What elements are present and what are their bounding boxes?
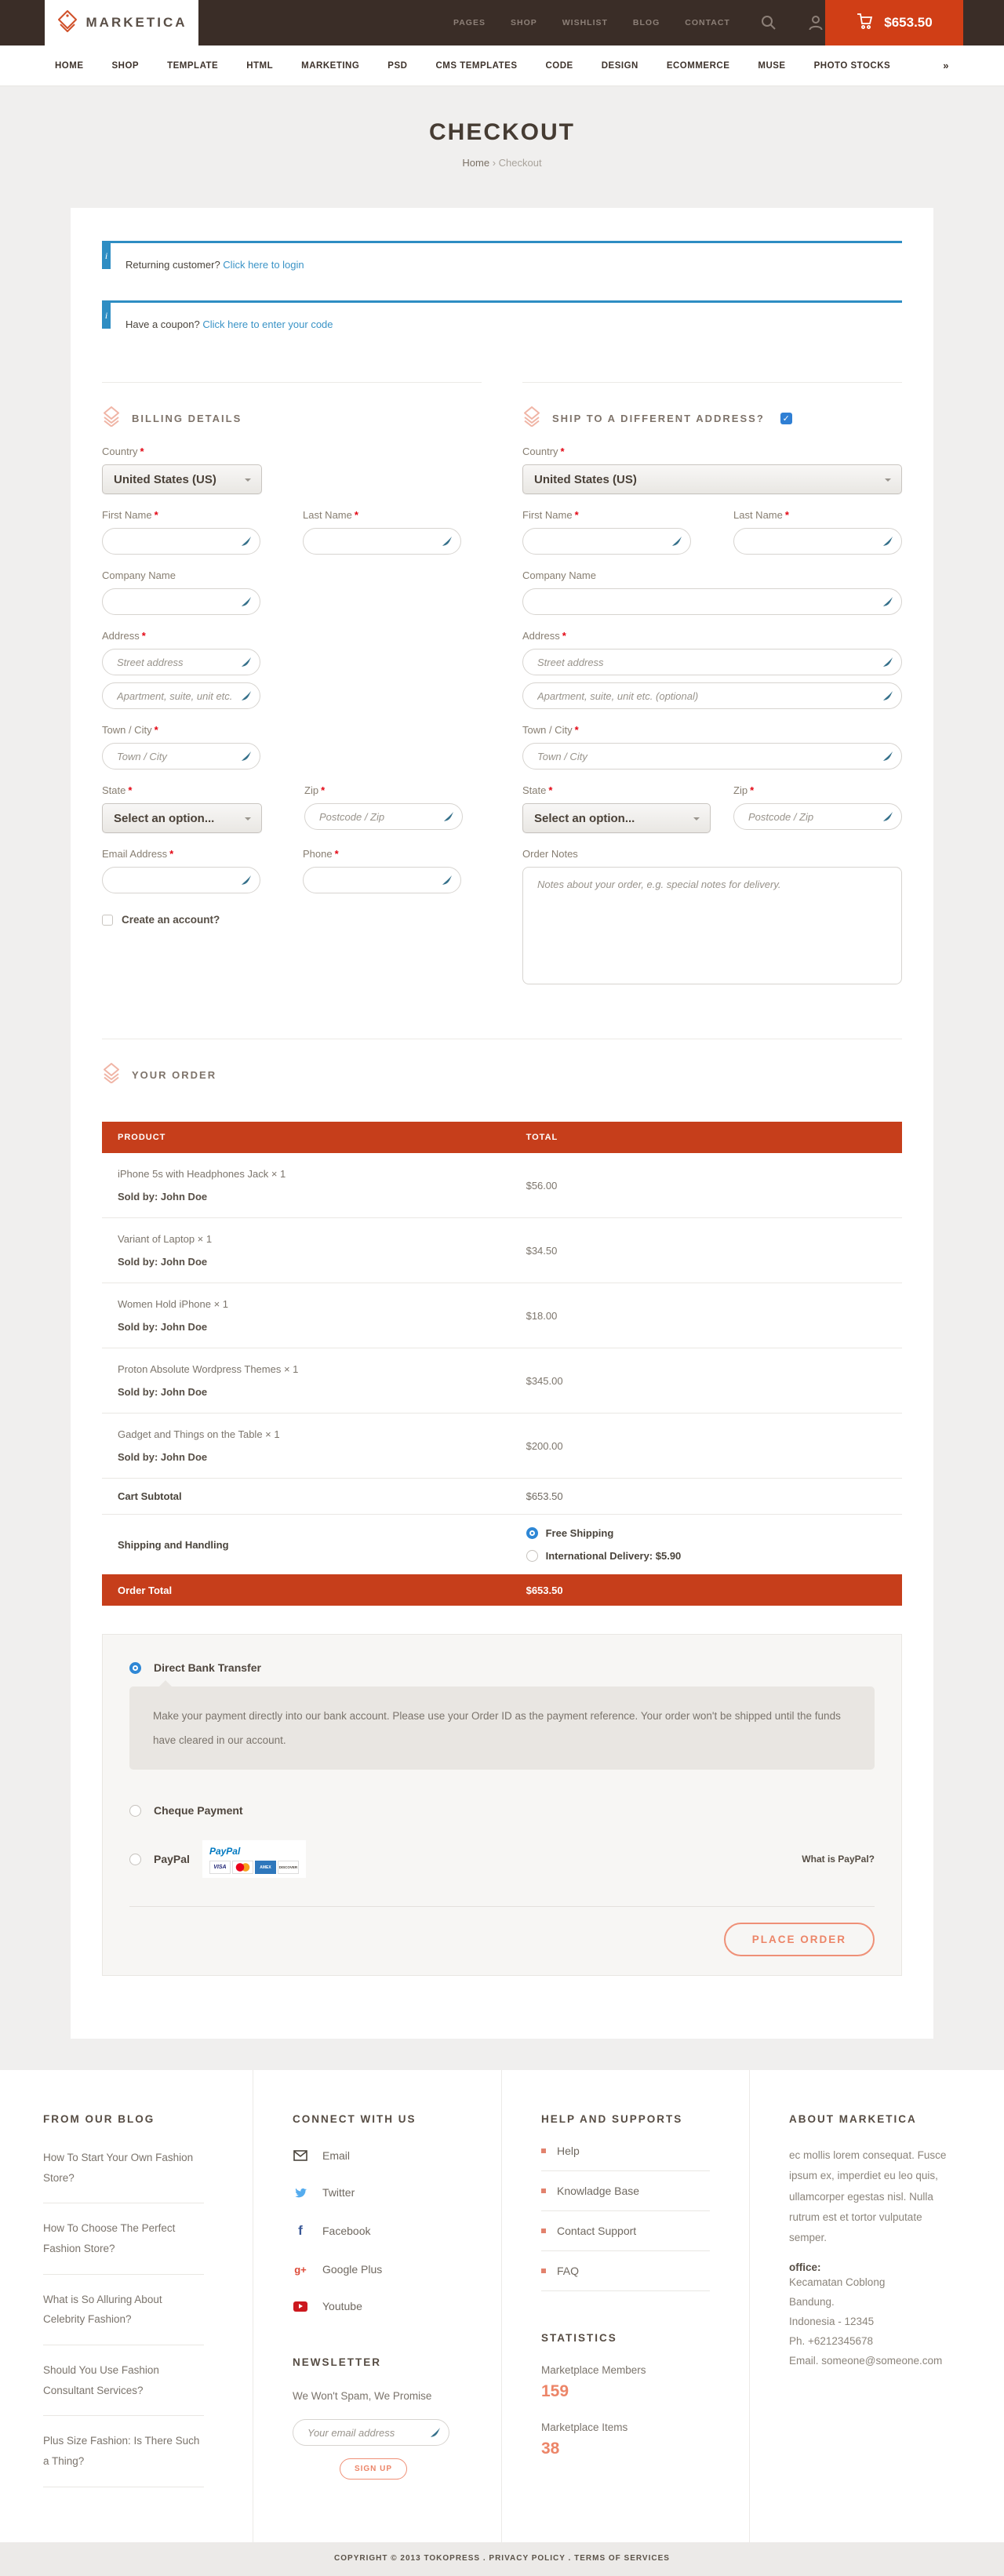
breadcrumb: [0, 157, 1004, 169]
product-seller: Sold by: John Doe: [118, 1256, 208, 1268]
knowledge-base-link[interactable]: Knowladge Base: [541, 2171, 710, 2211]
billing-town-field: [102, 724, 482, 770]
nav-marketing[interactable]: MARKETING: [301, 60, 360, 71]
product-total: $200.00: [526, 1439, 563, 1452]
billing-street-input[interactable]: [102, 649, 260, 675]
bullet-square-icon: [541, 2148, 546, 2153]
required-mark: *: [784, 509, 789, 521]
company-label: Company Name: [102, 569, 176, 581]
edit-pen-icon: [671, 536, 682, 551]
order-row: [102, 1218, 902, 1283]
shipping-country-select[interactable]: [522, 464, 902, 494]
cheque-payment-label: Cheque Payment: [154, 1804, 243, 1817]
billing-zip-input[interactable]: [304, 803, 463, 830]
company-label: Company Name: [522, 569, 596, 581]
order-notes-label: Order Notes: [522, 848, 578, 860]
billing-address-field: [102, 630, 482, 709]
billing-details-section: [102, 382, 482, 988]
required-mark: *: [128, 784, 133, 796]
billing-state-value: Select an option...: [114, 811, 215, 825]
nav-home[interactable]: HOME: [55, 60, 84, 71]
bullet-square-icon: [541, 2189, 546, 2193]
nav-design[interactable]: DESIGN: [601, 60, 638, 71]
shipping-state-select[interactable]: [522, 803, 711, 833]
nav-cms-templates[interactable]: CMS TEMPLATES: [435, 60, 518, 71]
blog-link[interactable]: What is So Alluring About Celebrity Fashion?: [43, 2275, 204, 2345]
top-nav-shop[interactable]: SHOP: [510, 18, 537, 27]
bullet-square-icon: [541, 2269, 546, 2273]
required-mark: *: [154, 509, 158, 521]
nav-muse[interactable]: MUSE: [758, 60, 786, 71]
newsletter-heading: NEWSLETTER: [293, 2356, 381, 2369]
town-label: Town / City: [522, 724, 573, 736]
town-label: Town / City: [102, 724, 152, 736]
login-link[interactable]: Click here to login: [223, 259, 304, 271]
copyright-text: COPYRIGHT © 2013 TOKOPRESS: [334, 2553, 481, 2563]
required-mark: *: [140, 446, 144, 457]
shipping-handling-row: [102, 1515, 902, 1574]
site-logo[interactable]: [45, 0, 198, 45]
product-name: Proton Absolute Wordpress Themes × 1: [118, 1363, 299, 1375]
required-mark: *: [574, 509, 579, 521]
nav-shop[interactable]: SHOP: [111, 60, 140, 71]
cart-button[interactable]: [825, 0, 963, 45]
office-address-line: Bandung.: [789, 2295, 835, 2308]
footer-blog-column: [0, 2070, 253, 2541]
help-heading: HELP AND SUPPORTS: [541, 2113, 683, 2126]
blog-link[interactable]: Plus Size Fashion: Is There Such a Thing?: [43, 2416, 204, 2487]
top-nav-wishlist[interactable]: WISHLIST: [562, 18, 608, 27]
select-arrow-icon: [693, 817, 700, 824]
facebook-label: Facebook: [322, 2225, 371, 2238]
footer-help-column: [501, 2070, 749, 2541]
email-label: Email: [322, 2149, 351, 2163]
office-email: Email. someone@someone.com: [789, 2354, 943, 2367]
breadcrumb-current: Checkout: [498, 157, 542, 169]
product-column-header: PRODUCT: [118, 1133, 166, 1142]
edit-pen-icon: [882, 811, 893, 826]
connect-heading: CONNECT WITH US: [293, 2113, 417, 2126]
footer-about-column: [749, 2070, 1004, 2541]
place-order-button[interactable]: PLACE ORDER: [724, 1923, 875, 1956]
office-label: office:: [789, 2261, 821, 2273]
top-nav-pages[interactable]: PAGES: [453, 18, 486, 27]
edit-pen-icon: [882, 596, 893, 611]
edit-pen-icon: [241, 657, 252, 671]
product-name: Gadget and Things on the Table × 1: [118, 1428, 280, 1440]
google-plus-link[interactable]: [293, 2263, 478, 2276]
shipping-country-field: [522, 446, 902, 494]
help-link[interactable]: Help: [541, 2131, 710, 2171]
billing-first-name-field: [102, 509, 260, 555]
shipping-address-section: [522, 382, 902, 988]
create-account-label: Create an account?: [122, 914, 220, 926]
nav-psd[interactable]: PSD: [387, 60, 408, 71]
create-account-checkbox[interactable]: [102, 915, 113, 926]
free-shipping-radio[interactable]: [526, 1527, 538, 1539]
contact-support-link[interactable]: Contact Support: [541, 2211, 710, 2251]
product-seller: Sold by: John Doe: [118, 1191, 208, 1202]
newsletter-email-input[interactable]: [293, 2419, 449, 2446]
bank-transfer-label: Direct Bank Transfer: [154, 1661, 261, 1674]
marketplace-items-count: 38: [541, 2440, 560, 2458]
breadcrumb-separator: ›: [492, 157, 497, 169]
twitter-label: Twitter: [322, 2186, 355, 2199]
product-total: $56.00: [526, 1179, 558, 1192]
layers-icon: [102, 406, 121, 431]
order-notes-field: [522, 848, 902, 988]
cart-subtotal-value: $653.50: [526, 1490, 563, 1502]
layers-icon: [522, 406, 541, 431]
address-label: Address: [102, 630, 140, 642]
order-total-value: $653.50: [526, 1584, 563, 1596]
edit-pen-icon: [241, 751, 252, 766]
country-label: Country: [522, 446, 558, 457]
paypal-label: PayPal: [154, 1853, 190, 1866]
office-phone: Ph. +6212345678: [789, 2334, 873, 2347]
coupon-notice: [102, 300, 902, 349]
returning-customer-notice: [102, 241, 902, 289]
faq-link[interactable]: FAQ: [541, 2251, 710, 2291]
nav-template[interactable]: TEMPLATE: [167, 60, 219, 71]
billing-phone-input[interactable]: [303, 867, 461, 893]
nav-more-icon[interactable]: »: [943, 60, 949, 71]
billing-country-select[interactable]: [102, 464, 262, 494]
what-is-paypal-link[interactable]: What is PayPal?: [802, 1854, 875, 1865]
privacy-policy-link[interactable]: PRIVACY POLICY: [489, 2553, 566, 2563]
required-mark: *: [334, 848, 339, 860]
mastercard-logo: [232, 1861, 253, 1874]
visa-logo: VISA: [209, 1861, 231, 1874]
billing-last-name-input[interactable]: [303, 528, 461, 555]
footer-connect-column: [253, 2070, 501, 2541]
shipping-first-name-input[interactable]: [522, 528, 691, 555]
total-column-header: TOTAL: [526, 1133, 558, 1142]
shipping-company-input[interactable]: [522, 588, 902, 615]
info-icon: i: [102, 303, 111, 329]
youtube-link[interactable]: [293, 2300, 478, 2312]
required-mark: *: [560, 446, 565, 457]
bank-transfer-description: Make your payment directly into our bank account. Please use your Order ID as the payment reference. Your order won't be shipped until the funds have cleared in our account.: [129, 1686, 875, 1770]
breadcrumb-home[interactable]: Home: [462, 157, 490, 169]
phone-label: Phone: [303, 848, 333, 860]
shipping-last-name-input[interactable]: [733, 528, 902, 555]
required-mark: *: [154, 724, 158, 736]
zip-label: Zip: [304, 784, 319, 796]
your-order-heading: YOUR ORDER: [132, 1069, 217, 1081]
select-arrow-icon: [245, 478, 251, 485]
international-delivery-label: International Delivery: $5.90: [545, 1550, 682, 1562]
free-shipping-label: Free Shipping: [545, 1527, 614, 1539]
cheque-payment-method[interactable]: [129, 1804, 875, 1817]
cheque-payment-radio[interactable]: [129, 1805, 141, 1817]
cart-subtotal-label: Cart Subtotal: [118, 1490, 182, 1502]
edit-pen-icon: [882, 690, 893, 705]
product-name: Women Hold iPhone × 1: [118, 1298, 229, 1310]
amex-logo: AMEX: [255, 1861, 276, 1874]
edit-pen-icon: [241, 690, 252, 705]
coupon-link[interactable]: Click here to enter your code: [202, 318, 333, 330]
blog-heading: FROM OUR BLOG: [43, 2113, 155, 2126]
shipping-country-value: United States (US): [534, 472, 637, 486]
blog-link[interactable]: How To Choose The Perfect Fashion Store?: [43, 2203, 204, 2274]
edit-pen-icon: [241, 875, 252, 890]
order-row: [102, 1348, 902, 1414]
blog-link[interactable]: Should You Use Fashion Consultant Services?: [43, 2345, 204, 2416]
required-mark: *: [750, 784, 755, 796]
page-title: CHECKOUT: [429, 119, 575, 145]
billing-email-field: [102, 848, 260, 893]
select-arrow-icon: [885, 478, 891, 485]
billing-details-heading: BILLING DETAILS: [132, 413, 242, 424]
terms-of-services-link[interactable]: TERMS OF SERVICES: [574, 2553, 670, 2563]
top-nav-blog[interactable]: BLOG: [632, 18, 660, 27]
shipping-zip-input[interactable]: [733, 803, 902, 830]
state-label: State: [102, 784, 126, 796]
shipping-town-field: [522, 724, 902, 770]
international-delivery-radio[interactable]: [526, 1550, 538, 1562]
product-total: $18.00: [526, 1309, 558, 1322]
paypal-cards-logo: [202, 1840, 306, 1878]
top-header-bar: [0, 0, 1004, 45]
blog-link[interactable]: How To Start Your Own Fashion Store?: [43, 2133, 204, 2203]
ship-different-heading: SHIP TO A DIFFERENT ADDRESS?: [552, 413, 765, 424]
required-mark: *: [169, 848, 174, 860]
address-label: Address: [522, 630, 560, 642]
product-total: $34.50: [526, 1244, 558, 1257]
order-row: [102, 1283, 902, 1348]
layers-icon: [102, 1063, 121, 1087]
order-row: [102, 1153, 902, 1218]
facebook-icon: f: [298, 2223, 303, 2239]
checkout-card: [71, 208, 933, 2039]
youtube-icon: [293, 2301, 308, 2312]
info-icon: i: [102, 243, 111, 269]
cart-icon: [856, 12, 875, 35]
zip-label: Zip: [733, 784, 748, 796]
edit-pen-icon: [443, 811, 454, 826]
bullet-square-icon: [541, 2229, 546, 2233]
last-name-label: Last Name: [303, 509, 352, 521]
required-mark: *: [354, 509, 358, 521]
shipping-street-input[interactable]: [522, 649, 902, 675]
youtube-label: Youtube: [322, 2300, 362, 2313]
billing-email-input[interactable]: [102, 867, 260, 893]
product-name: iPhone 5s with Headphones Jack × 1: [118, 1168, 286, 1180]
state-label: State: [522, 784, 547, 796]
nav-code[interactable]: CODE: [545, 60, 573, 71]
billing-country-field: [102, 446, 482, 494]
shipping-company-field: [522, 569, 902, 615]
edit-pen-icon: [882, 751, 893, 766]
newsletter-tagline: We Won't Spam, We Promise: [293, 2390, 432, 2403]
product-seller: Sold by: John Doe: [118, 1321, 208, 1333]
required-mark: *: [321, 784, 326, 796]
marketplace-members-count: 159: [541, 2382, 569, 2401]
footer: [0, 2070, 1004, 2541]
required-mark: *: [141, 630, 146, 642]
first-name-label: First Name: [522, 509, 573, 521]
shipping-zip-field: [733, 784, 902, 833]
order-row: [102, 1414, 902, 1479]
billing-apartment-input[interactable]: [102, 682, 260, 709]
paypal-radio[interactable]: [129, 1854, 141, 1865]
email-icon: [293, 2150, 308, 2161]
twitter-link[interactable]: [293, 2186, 478, 2199]
cart-subtotal-row: [102, 1479, 902, 1515]
payment-methods-panel: [102, 1634, 902, 1976]
edit-pen-icon: [442, 536, 453, 551]
international-delivery-option[interactable]: [526, 1550, 902, 1562]
coupon-text: Have a coupon?: [126, 318, 200, 330]
product-name: Variant of Laptop × 1: [118, 1233, 213, 1245]
shipping-first-name-field: [522, 509, 691, 555]
office-address-line: Kecamatan Coblong: [789, 2276, 886, 2288]
copyright-bar: COPYRIGHT © 2013 TOKOPRESS . PRIVACY POLICY . TERMS OF SERVICES: [0, 2542, 1004, 2576]
billing-state-select[interactable]: [102, 803, 262, 833]
office-address-line: Indonesia - 12345: [789, 2315, 875, 2327]
edit-pen-icon: [882, 536, 893, 551]
tag-logo-icon: [56, 9, 78, 37]
billing-last-name-field: [303, 509, 461, 555]
category-nav: [0, 45, 1004, 86]
email-link[interactable]: [293, 2149, 478, 2162]
about-text: ec mollis lorem consequat. Fusce ipsum ex, imperdiet eu leo quis, ullamcorper egestas nisl. Nulla rutrum est et tortor vulputate semper.: [789, 2149, 947, 2244]
marketplace-members-label: Marketplace Members: [541, 2364, 646, 2377]
create-account-row: [102, 914, 482, 926]
billing-zip-field: [304, 784, 463, 833]
search-icon[interactable]: [760, 14, 777, 31]
edit-pen-icon: [241, 596, 252, 611]
first-name-label: First Name: [102, 509, 152, 521]
order-table-header: [102, 1122, 902, 1153]
discover-logo: DISCOVER: [278, 1861, 299, 1874]
edit-pen-icon: [442, 875, 453, 890]
facebook-link[interactable]: [293, 2223, 478, 2239]
shipping-town-input[interactable]: [522, 743, 902, 770]
billing-phone-field: [303, 848, 461, 893]
ship-different-checkbox[interactable]: ✓: [780, 413, 792, 424]
bank-transfer-method[interactable]: [129, 1661, 875, 1674]
select-arrow-icon: [245, 817, 251, 824]
marketplace-items-label: Marketplace Items: [541, 2421, 628, 2434]
top-nav: [453, 18, 730, 27]
your-order-section: [102, 1039, 902, 1976]
required-mark: *: [574, 724, 579, 736]
product-total: $345.00: [526, 1374, 563, 1387]
cart-total: $653.50: [884, 15, 933, 30]
shipping-state-field: [522, 784, 711, 833]
shipping-address-field: [522, 630, 902, 709]
shipping-last-name-field: [733, 509, 902, 555]
top-nav-contact[interactable]: CONTACT: [685, 18, 730, 27]
logo-text: MARKETICA: [85, 15, 187, 30]
product-seller: Sold by: John Doe: [118, 1386, 208, 1398]
nav-ecommerce[interactable]: ECOMMERCE: [666, 60, 730, 71]
billing-company-field: [102, 569, 482, 615]
edit-pen-icon: [882, 657, 893, 671]
order-total-row: [102, 1574, 902, 1606]
nav-html[interactable]: HTML: [246, 60, 274, 71]
statistics-heading: STATISTICS: [541, 2332, 617, 2345]
billing-first-name-input[interactable]: [102, 528, 260, 555]
google-plus-label: Google Plus: [322, 2263, 383, 2276]
shipping-apartment-input[interactable]: [522, 682, 902, 709]
required-mark: *: [548, 784, 553, 796]
billing-state-field: [102, 784, 262, 833]
google-plus-icon: g+: [294, 2263, 307, 2276]
shipping-state-value: Select an option...: [534, 811, 635, 825]
twitter-icon: [293, 2186, 308, 2199]
paypal-method[interactable]: [129, 1840, 875, 1878]
billing-town-input[interactable]: [102, 743, 260, 770]
last-name-label: Last Name: [733, 509, 783, 521]
order-total-label: Order Total: [118, 1584, 173, 1596]
nav-photo-stocks[interactable]: PHOTO STOCKS: [813, 60, 891, 71]
edit-pen-icon: [241, 536, 252, 551]
sign-up-button[interactable]: SIGN UP: [340, 2458, 407, 2480]
shipping-handling-label: Shipping and Handling: [118, 1538, 229, 1551]
paypal-wordmark: PayPal: [209, 1846, 241, 1857]
page-title-band: [0, 86, 1004, 208]
billing-company-input[interactable]: [102, 588, 260, 615]
country-label: Country: [102, 446, 138, 457]
billing-country-value: United States (US): [114, 472, 216, 486]
required-mark: *: [562, 630, 566, 642]
free-shipping-option[interactable]: [526, 1527, 902, 1539]
edit-pen-icon: [430, 2427, 441, 2442]
order-notes-textarea[interactable]: [522, 867, 902, 984]
about-heading: ABOUT MARKETICA: [789, 2113, 917, 2126]
user-icon[interactable]: [807, 14, 824, 31]
email-label: Email Address: [102, 848, 168, 860]
bank-transfer-radio[interactable]: [129, 1662, 141, 1674]
product-seller: Sold by: John Doe: [118, 1451, 208, 1463]
returning-customer-text: Returning customer?: [126, 259, 220, 271]
order-table: [102, 1122, 902, 1606]
